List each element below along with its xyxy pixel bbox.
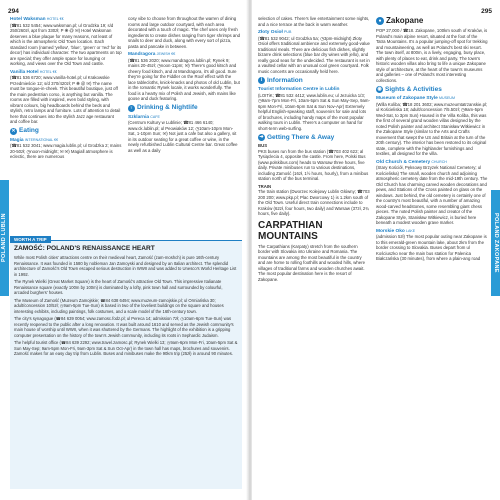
worth-para: While most Polish cities' attractions centre on their medieval heart, Zamość (zam-moshch) is pure 16th-century Renaissance. It was founded in 1580 by nobleman Jan Zamoyski and designed by an Italian architect. The splendid architecture of Zamość's Old Town escaped serious destruction in WWII and was added to Unesco's World Heritage List in 1992. (14, 255, 237, 277)
information-heading: i Information (258, 77, 370, 84)
entry-zloty-osiol: Złoty Osioł PUB (☎81 532 9042; ul Grodzka 5a; ◷3pm-midnight) Złoty Osioł offers traditional ambience and extremely good-value traditional meals. There are delicious fish dishes, slightly bizarre drink selections (blue bar dry wines with jello), and really good seas for the undecided. The restaurant is set in a vaulted cellar with an unusual cool green courtyard. Folk music concerts are occasionally held here. (258, 30, 370, 74)
szklarnia-continued: selection of cakes. There's live entertainment some nights, and a nice terrace at the back in warm weather. (258, 16, 370, 27)
entry-hotel-waksman: Hotel Waksman HOTEL €€ (☎81 532 5454; www.waksman.pl; ul Grodzka 19; s/d 250/260zł, apt from 330zł; P ❋ @ ✉) Hotel Waksman deserves a blue plaque for many reasons, not least of which is the atmospheric Old Town location. Each standard room (named 'yellow', 'blue', 'green' or 'red' for its decor) has individual character. The two apartments on top are special; they offer ample space for lounging or working, and views over the Old Town and castle. (10, 17, 122, 66)
entry-szklarnia: Szklarnia CAFE (Centrum Kultury w Lublinie; ☎81 466 6140; www.ck.lublin.pl; ul Peowiaków 12; ◷10am-10pm Mon-Sat, 1-10pm Sun; ✉) Not just a cafe but also a gallery, sit in its outdoor seating for a great coffee or wine, in the newly refurbished Lublin Cultural Centre bar. Great coffee as well as a daily (128, 114, 238, 153)
right-page-number: 295 (481, 8, 492, 15)
right-page (252, 0, 500, 500)
right-column-1 (258, 16, 370, 284)
left-side-tab: POLAND LUBLIN (0, 180, 9, 296)
eye-icon: ◉ (377, 86, 382, 92)
info-icon: i (258, 77, 265, 84)
fork-knife-icon: ✕ (11, 127, 16, 134)
entry-magia: Magia INTERNATIONAL €€ (☎81 532 3041; www.magia.lublin.pl; ul Grodzka 2; mains 20-50zł; ◷noon-midnight; ✉ ✉) Magiall atmosphere is eclectic, there are numerous (10, 137, 122, 159)
bus-text: PKS buses run from the bus station (☎703 402 622; al Tysiąclecia 4, opposite the castle. From here, Polski Bus (www.polskibus.com) heads to Warsaw three hours, five daily. Private minibuses run to various destinations, including Zamość (16zł, 1½ hours, hourly), from a minibus station north of the bus terminal. (258, 148, 369, 181)
right-side-tab: POLAND ZAKOPANE (491, 190, 500, 296)
worth-a-trip-tag: WORTH A TRIP (10, 236, 51, 243)
zakopane-intro: POP 27,000 / ☎18. Zakopane, 100km south of Kraków, is Poland's main alpine resort, situated at the foot of the Tatra Mountains. It's a popular jumping-off spot for trekking and mountaineering, as well as Poland's best ski resort. The town itself, at 800m, is a lively, engaging, busy place, with plenty of places to eat, drink and party. The town's historic wooden villas also bring to life a unique Zakopane style of architecture, at the heart of the town's museums and galleries – one of Poland's most interesting collections. (376, 28, 488, 83)
entry-tourist-info: Tourist Information Centre in Lublin (LOITiK; ☎81 532 4412; www.lublin.eu; ul Jezuicka 1/3; ◷9am-7pm Mon-Fri, 10am-5pm Sat & Sun May-Sep, 9am-6pm Mon-Fri, 10am-5pm Sat & Sun Nov-Apr) Extremely helpful English-speaking staff, souvenirs for sale and lots of brochures, including handy maps of the most popular walking tours in Lublin. There's a computer on hand for short-term web-surfing. (258, 87, 370, 131)
location-icon: ● (376, 17, 384, 25)
train-text: The train station (Dworzec Kolejowy Lublin Główny; ☎703 200 200; www.pkp.pl; Plac Dworcowy 1) is 1.2km south of the Old Town. Useful direct train connections include to Kraków (62zł, four hours, two daily) and Warsaw (37zł, 2¾ hours, five daily). (258, 189, 370, 216)
bus-subheading: BUS (258, 143, 268, 148)
getting-there-heading: ➜ Getting There & Away (259, 133, 335, 141)
right-column-2 (376, 16, 488, 264)
entry-vanilla-hotel: Vanilla Hotel HOTEL €€ (☎81 536 6720; www.vanilla-hotel.pl; ul Krakowskie Przedmieście 12; s/d 370/420zł; P ❋ @ ✉) The name must be tongue-in-cheek. This beautiful boutique, just off the main pedestrian corso, is anything but vanilla. The rooms are filled with inspired, even bold styling, with vibrant colours, big headboards behind the beds and stylish, retro lamps and furniture. Lots of attention to detail here that continues into the stylish Jazz age restaurant and coffee bar. (10, 69, 121, 124)
worth-a-trip-box (10, 237, 242, 489)
carpathian-text: The Carpathians (Karpaty) stretch from the southern border with Slovakia into Ukraine and Romania. The mountains are among the most beautiful in the country and are home to rolling foothills and wooded hills, where villages of traditional farms and wooden churches await. The most popular destination here is the resort of Zakopane. (258, 243, 366, 282)
entry-morskie-oko: Morskie Oko LAKE (admission 5zł) The most popular outing near Zakopane is to this emerald-green mountain lake, about 2km from the border crossing to Slovakia. Buses depart from ul Kościuszko near the main bus station for Palenica Białczańska (30 minutes), from where a plain-ang road (376, 228, 487, 261)
entry-museum-zakopane: Museum of Zakopane Style MUSEUM (Willa Koliba; ☎18 201 3602; www.muzeumtatrzanskie.pl; ul Kościeliska 18; adult/concession 7/5.50zł; ◷9am-5pm Wed-Sat, to 3pm Sun) Housed in the Villa Koliba, this was the first of several grand wooden villas designed by the noted Polish painter and architect Stanisław Witkiewicz in the Zakopane Style (similar to the Arts and Crafts movement that swept the US and Britain at the turn of the 20th century). The interior has been restored to its original state, complete with the highlander furnishings and textiles, all designed for the villa. (376, 96, 488, 156)
glass-icon: ♀ (129, 104, 134, 111)
worth-para: The Rynek Wielki (Great Market Square) is the heart of Zamość's attractive Old Town. This impressive Italianate Renaissance square (exactly 100m by 100m) is dominated by a lofty, pink town hall and surrounded by colourful, arcaded burghers' houses. (14, 279, 223, 295)
entry-old-church: Old Church & Cemetery CHURCH (Stary Kościół, Pęksowy Brzyzek National Cemetery; ul Kościeliska) The small, wooden church and adjoining atmospheric cemetery date from the mid-19th century. The Old Church has charming carved wooden decorations and pews, and Stations of the Cross painted on glass on the windows. Just behind, the old cemetery is certainly one of the country's most beautiful, with a number of amazing wood-carved headstones, some resembling giant chess pieces. The noted Polish painter and creator of the Zakopane Style, Stanisław Witkiewicz, is buried here beneath a modest wooden grave marker. (376, 159, 488, 225)
entry-mandragora: Mandragora JEWISH €€ (☎81 536 2020; www.mandragora.lublin.pl; Rynek 9; mains 20-45zł; ◷noon-11pm; ✉) There's good kitsch and cheery food kitsch, and at Mandragora, it's all good. Sure they're going for the Fiddler on the Roof effect with the lace tablecloths, knick-knacks and photos of old Lublin, but in the romantic Rynek locale, it works wonderfully. The food is a hearty mix of Polish and Jewish, with mains like goose and duck featuring. (128, 52, 240, 101)
worth-a-trip-body (14, 255, 238, 359)
left-column-2 (128, 16, 240, 155)
worth-a-trip-title: ZAMOŚĆ: POLAND'S RENAISSANCE HEART (14, 245, 155, 252)
magia-continued: cosy vibe to choose from throughout the warren of dining rooms and large outdoor courtyard, with each area decorated with a touch of magic. The chef uses only fresh ingredients to create dishes ranging from tiger shrimps and snails to deer and duck, along with every sort of pizza, pasta and pancake in between. (128, 16, 241, 49)
train-subheading: TRAIN (258, 183, 272, 189)
sights-heading: ◉ Sights & Activities (377, 85, 442, 93)
left-page-number: 294 (8, 8, 19, 15)
left-page (0, 0, 248, 500)
worth-para: The helpful tourist office (☎84 639 2292; www.travel.zamosc.pl; Rynek Wielki 13; ◷9am-6pm Mon-Fri, 10am-5pm Sat & Sun May-Sep; 9am-5pm Mon-Fri, 9am-3pm Sat & Sun Oct-Apr) in the town hall has maps, brochures and souvenirs. Zamość makes for an easy day trip from Lublin. Buses and minibuses make the 90km trip (25zł) in around 90 minutes. (14, 340, 238, 356)
left-column-1 (10, 16, 122, 162)
worth-para: The Museum of Zamość (Muzeum Zamojskie; ☎84 638 6494; www.muzeum-zamojskie.pl; ul Ormiańska 30; adult/concession 10/5zł; ◷9am-5pm Tue-Sun) is based in two of the loveliest buildings on the square and houses interesting exhibits, including paintings, folk costumes, and a scale model of the 16th-century town. (14, 297, 224, 314)
carpathian-heading: CARPATHIAN MOUNTAINS (258, 219, 323, 242)
drinking-heading: ♀ Drinking & Nightlife (129, 104, 198, 112)
arrow-icon: ➜ (259, 134, 264, 140)
worth-para: The city's synagogue (☎84 639 0054; www.zamosc.fodz.pl; ul Pereca 14; admission 7zł; ◷10am-6pm Tue-Sun) was recently reopened to the public after a long renovation. It was built around 1610 and served as the Jewish community's main house of worship until WWII, when it was shuttered by the Germans. The highlight of the exhibition is a gripping computer presentation on the history of the town's Jewish community, including its roots in Sephardic Judaism. (14, 316, 234, 338)
zakopane-heading: ● Zakopane (376, 17, 488, 25)
eating-heading: ✕ Eating (11, 127, 39, 135)
